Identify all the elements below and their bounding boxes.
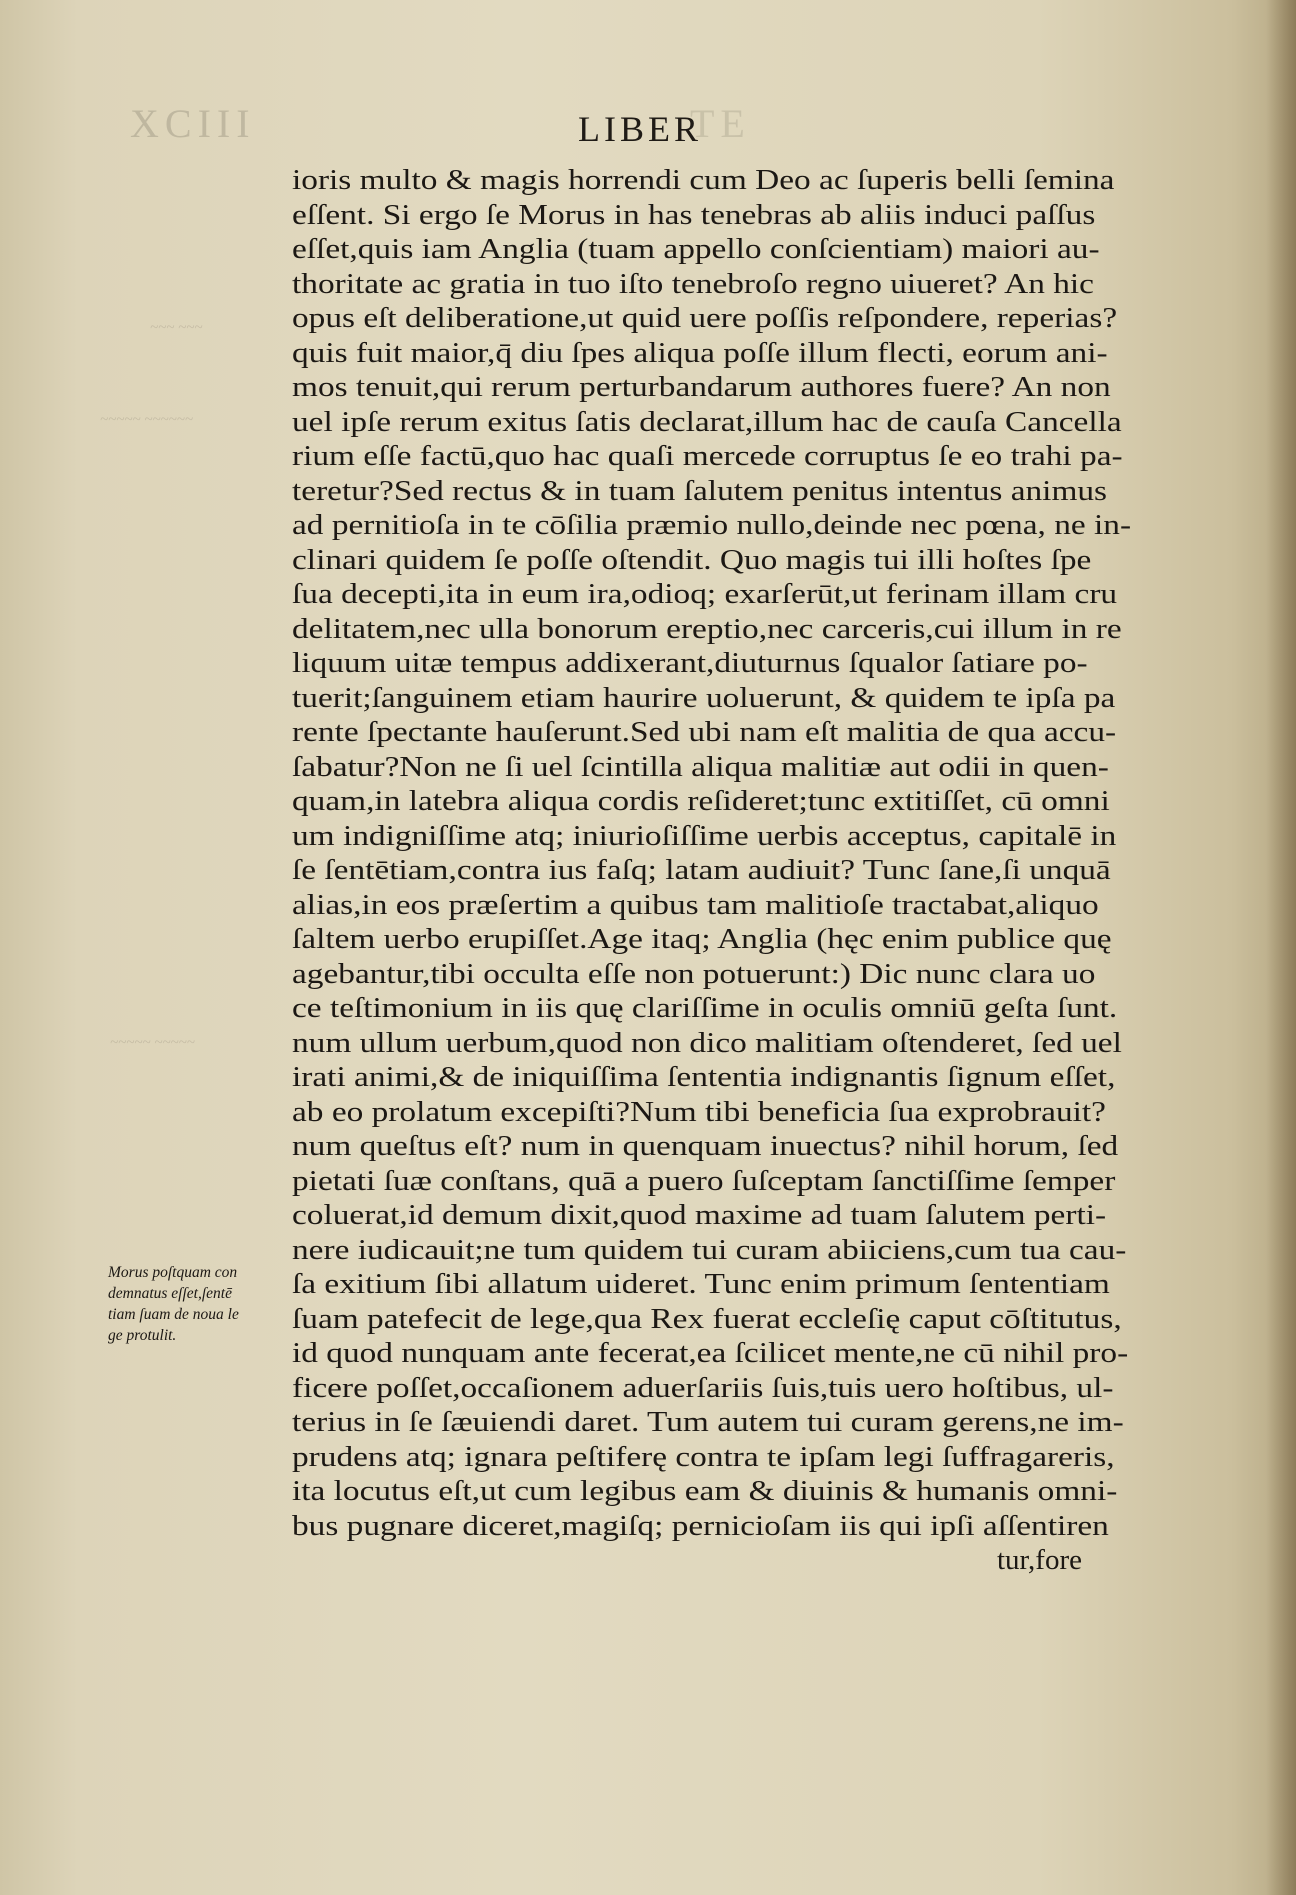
text-line: thoritate ac gratia in tuo iſto tenebroſo regno uiueret? An hic bbox=[292, 267, 1094, 300]
text-line: num ullum uerbum,quod non dico malitiam oſtenderet, ſed uel bbox=[292, 1026, 1122, 1059]
text-line: ita locutus eſt,ut cum legibus eam & diuinis & humanis omni- bbox=[292, 1475, 1118, 1507]
text-line: clinari quidem ſe poſſe oſtendit. Quo magis tui illi hoſtes ſpe bbox=[292, 543, 1092, 576]
text-line: ioris multo & magis horrendi cum Deo ac ſuperis belli ſemina bbox=[292, 164, 1115, 196]
catchword: tur,fore bbox=[997, 1544, 1082, 1576]
text-line: ſaltem uerbo erupiſſet.Age itaq; Anglia (hęc enim publice quę bbox=[292, 923, 1112, 955]
text-line: ſa exitium ſibi allatum uideret. Tunc enim primum ſententiam bbox=[292, 1268, 1110, 1300]
text-line: terius in ſe ſæuiendi daret. Tum autem tui curam gerens,ne im- bbox=[292, 1406, 1124, 1438]
text-line: ficere poſſet,occaſionem aduerſariis ſuis,tuis uero hoſtibus, ul- bbox=[292, 1371, 1114, 1404]
show-through-note: ~~~~~ ~~~~~ bbox=[110, 1035, 195, 1051]
text-line: mos tenuit,qui rerum perturbandarum authores fuere? An non bbox=[292, 371, 1111, 403]
text-line: uel ipſe rerum exitus ſatis declarat,illum hac de cauſa Cancella bbox=[292, 405, 1122, 438]
text-line: ſua decepti,ita in eum ira,odioq; exarſerūt,ut ferinam illam cru bbox=[292, 578, 1118, 610]
show-through-note: ~~~~~ ~~~~~~ bbox=[100, 412, 194, 428]
text-line: nere iudicauit;ne tum quidem tui curam abiiciens,cum tua cau- bbox=[292, 1233, 1127, 1266]
show-through-text: XCIII bbox=[130, 101, 256, 146]
text-line: opus eſt deliberatione,ut quid uere poſſis reſpondere, reperias? bbox=[292, 302, 1118, 334]
text-line: agebantur,tibi occulta eſſe non potuerunt:) Dic nunc clara uo bbox=[292, 957, 1096, 990]
text-line: rium eſſe factū,quo hac quaſi mercede corruptus ſe eo trahi pa- bbox=[292, 440, 1123, 472]
main-text-block bbox=[292, 163, 1152, 1578]
marginal-note-line: demnatus eſſet,ſentē bbox=[108, 1285, 232, 1302]
text-line: liquum uitæ tempus addixerant,diuturnus ſqualor ſatiare po- bbox=[292, 647, 1088, 679]
text-line: tuerit;ſanguinem etiam haurire uoluerunt, & quidem te ipſa pa bbox=[292, 681, 1116, 714]
text-line: ad pernitioſa in te cōſilia præmio nullo,deinde nec pœna, ne in- bbox=[292, 509, 1132, 541]
marginal-note-line: Morus poſtquam con bbox=[108, 1264, 238, 1281]
marginal-note-line: ge protulit. bbox=[108, 1327, 177, 1344]
show-through-note: ~~~ ~~~ bbox=[150, 320, 203, 336]
text-line: eſſet,quis iam Anglia (tuam appello conſcientiam) maiori au- bbox=[292, 233, 1100, 265]
page-edge-shadow bbox=[1266, 0, 1296, 1895]
text-line: ſabatur?Non ne ſi uel ſcintilla aliqua malitiæ aut odii in quen- bbox=[292, 750, 1109, 783]
text-line: ſuam patefecit de lege,qua Rex fuerat eccleſię caput cōſtitutus, bbox=[292, 1302, 1122, 1335]
text-line: bus pugnare diceret,magiſq; pernicioſam iis qui ipſi aſſentiren bbox=[292, 1509, 1109, 1542]
text-line: delitatem,nec ulla bonorum ereptio,nec carceris,cui illum in re bbox=[292, 612, 1122, 645]
text-line: ſe ſentētiam,contra ius faſq; latam audiuit? Tunc ſane,ſi unquā bbox=[292, 854, 1111, 886]
running-head: LIBER bbox=[578, 109, 702, 149]
show-through-text: TE bbox=[690, 101, 751, 146]
text-line: um indigniſſime atq; iniurioſiſſime uerbis acceptus, capitalē in bbox=[292, 819, 1117, 852]
text-line: alias,in eos præſertim a quibus tam malitioſe tractabat,aliquo bbox=[292, 888, 1099, 921]
marginal-note-line: tiam ſuam de noua le bbox=[108, 1306, 239, 1323]
text-line: coluerat,id demum dixit,quod maxime ad tuam ſalutem perti- bbox=[292, 1199, 1107, 1231]
marginal-note bbox=[108, 1262, 278, 1346]
text-line: ab eo prolatum excepiſti?Num tibi beneficia ſua exprobrauit? bbox=[292, 1095, 1106, 1128]
text-line: num queſtus eſt? num in quenquam inuectus? nihil horum, ſed bbox=[292, 1130, 1119, 1162]
text-line: rente ſpectante hauſerunt.Sed ubi nam eſt malitia de qua accu- bbox=[292, 716, 1117, 748]
text-line: id quod nunquam ante fecerat,ea ſcilicet mente,ne cū nihil pro- bbox=[292, 1337, 1129, 1369]
text-line: pietati ſuæ conſtans, quā a puero ſuſceptam ſanctiſſime ſemper bbox=[292, 1164, 1116, 1197]
text-line: quam,in latebra aliqua cordis reſideret;tunc extitiſſet, cū omni bbox=[292, 785, 1110, 817]
text-line: quis fuit maior,q̄ diu ſpes aliqua poſſe illum flecti, eorum ani- bbox=[292, 336, 1108, 369]
text-line: irati animi,& de iniquiſſima ſententia indignantis ſignum eſſet, bbox=[292, 1061, 1116, 1093]
text-line: ce teſtimonium in iis quę clariſſime in oculis omniū geſta ſunt. bbox=[292, 992, 1118, 1024]
text-line: eſſent. Si ergo ſe Morus in has tenebras ab aliis induci paſſus bbox=[292, 198, 1096, 231]
text-line: prudens atq; ignara peſtiferę contra te ipſam legi ſuffragareris, bbox=[292, 1440, 1115, 1473]
text-line: teretur?Sed rectus & in tuam ſalutem penitus intentus animus bbox=[292, 474, 1108, 507]
